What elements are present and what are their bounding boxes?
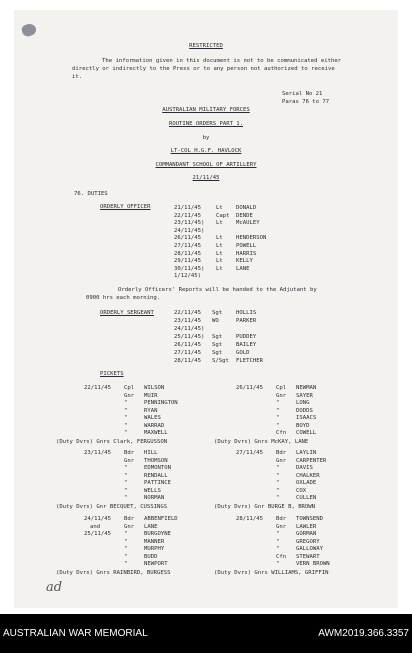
picket-date: 22/11/45 — [84, 385, 111, 391]
picket-rank: " — [124, 480, 128, 486]
order-date: 21/11/45 — [192, 175, 220, 181]
picket-name: DODDS — [296, 407, 313, 414]
picket-name: STEWART — [296, 553, 320, 560]
orderly-sergeant-date: 25/11/45) — [174, 334, 205, 340]
orderly-officer-name: HARRIS — [236, 250, 257, 257]
ink-smudge — [20, 22, 37, 38]
section-duties — [74, 192, 108, 198]
picket-rank: Cfn — [276, 430, 287, 436]
picket-date: 28/11/45 — [236, 516, 263, 522]
orderly-sergeant-rank: Sgt — [212, 350, 223, 356]
picket-name: GORMAN — [296, 531, 317, 537]
picket-rank: " — [124, 415, 128, 421]
picket-rank: Gnr — [124, 457, 135, 464]
picket-rank: Gnr — [276, 523, 287, 530]
picket-name: PENNINGTON — [144, 400, 178, 406]
picket-name: NEWPORT — [144, 561, 168, 567]
orderly-officer-note-1: Orderly Officers' Reports will be handed to the Adjutant by — [118, 287, 317, 293]
orderly-officer-heading: ORDERLY OFFICER — [100, 204, 151, 210]
orderly-sergeant-rank: S/Sgt — [212, 358, 229, 364]
picket-name: LANE — [144, 523, 158, 530]
picket-rank: Gnr — [276, 392, 287, 399]
picket-rank: " — [276, 415, 280, 421]
orderly-officer-name: KELLY — [236, 258, 253, 265]
picket-name: LAWLER — [296, 523, 317, 530]
picket-name: CULLEN — [296, 495, 317, 501]
picket-rank: Cpl — [124, 385, 135, 391]
picket-rank: " — [124, 561, 128, 567]
orderly-sergeant-rank: Sgt — [212, 310, 223, 316]
paras-range: Paras 76 to 77 — [282, 99, 330, 105]
picket-rank: " — [276, 400, 280, 406]
picket-name: WILSON — [144, 385, 165, 391]
picket-name: BURGOYNE — [144, 531, 171, 537]
notice-line-3: it. — [72, 74, 83, 80]
orderly-sergeant-rank: Sgt — [212, 334, 223, 340]
picket-name: ISAACS — [296, 415, 317, 421]
orderly-officer-name: DONALD — [236, 205, 257, 211]
picket-rank: Gnr — [124, 392, 135, 399]
picket-rank: Bdr — [276, 516, 287, 522]
picket-name: NORMAN — [144, 495, 165, 501]
picket-name: MANNER — [144, 538, 165, 545]
picket-rank: " — [276, 561, 280, 567]
orderly-officer-date: 27/11/45 — [174, 243, 201, 249]
picket-name: WELLS — [144, 487, 161, 494]
orderly-sergeant-name: PARKER — [236, 318, 257, 324]
orderly-sergeant-name: GOLD — [236, 350, 250, 356]
orderly-sergeant-date: 27/11/45 — [174, 350, 201, 356]
section-duties-text: 76. DUTIES — [74, 191, 108, 197]
orderly-sergeant-date: 28/11/45 — [174, 358, 201, 364]
picket-rank: " — [124, 487, 128, 494]
picket-rank: " — [276, 422, 280, 429]
orderly-officer-name: LANE — [236, 265, 250, 272]
orderly-sergeant-date: 22/11/45 — [174, 310, 201, 316]
picket-duty-drivers: (Duty Dvrs) Gnrs Clark, FERGUSSON — [56, 438, 168, 445]
orderly-sergeant-name: PUDDEY — [236, 334, 257, 340]
serial-number: Serial No 21 — [282, 91, 323, 97]
orderly-officer-date: 29/11/45 — [174, 258, 201, 265]
picket-duty-drivers: (Duty Dvrs) Gnr BURGE B, BROWN — [214, 503, 316, 510]
orderly-officer-rank: Lt — [216, 243, 223, 249]
picket-name: EDMONTON — [144, 465, 171, 471]
picket-rank: Gnr — [124, 523, 135, 530]
picket-date-and: and — [90, 523, 101, 530]
picket-name: DAVIS — [296, 465, 313, 471]
picket-name: THOMSON — [144, 457, 168, 464]
by-line: by — [202, 135, 210, 141]
picket-name: MAXWELL — [144, 430, 168, 436]
force-heading: AUSTRALIAN MILITARY FORCES — [162, 107, 250, 113]
picket-rank: Gnr — [276, 457, 287, 464]
officer-name: LT-COL H.G.F. HAVLOCK — [170, 148, 242, 154]
orderly-officer-name: DENDE — [236, 212, 253, 219]
picket-date: 23/11/45 — [84, 450, 111, 456]
orderly-sergeant-rank: WO — [212, 318, 219, 324]
orderly-sergeant-name: HOLLIS — [236, 310, 257, 316]
orderly-officer-date: 22/11/45 — [174, 212, 201, 219]
picket-rank: " — [124, 538, 128, 545]
picket-name: LONG — [296, 400, 310, 406]
picket-name: GREGORY — [296, 538, 320, 545]
picket-rank: Bdr — [124, 450, 135, 456]
picket-rank: " — [124, 472, 128, 479]
picket-name: LAYLIN — [296, 450, 317, 456]
picket-name: WARRAD — [144, 422, 165, 429]
orders-heading: ROUTINE ORDERS PART 1. — [168, 121, 244, 127]
orderly-sergeant-name: BAILEY — [236, 342, 257, 348]
commandant-line: COMMANDANT SCHOOL OF ARTILLERY — [155, 162, 257, 168]
picket-name: HILL — [144, 450, 158, 456]
pickets-heading: PICKETS — [100, 371, 124, 377]
orderly-officer-rank: Lt — [216, 235, 223, 242]
picket-duty-drivers: (Duty Dvrs) Gnrs RAINBIRD, BURGESS — [56, 569, 171, 576]
picket-rank: " — [276, 487, 280, 494]
picket-name: BUDD — [144, 553, 158, 560]
orderly-officer-date: 23/11/45) — [174, 220, 205, 227]
picket-rank: " — [124, 531, 128, 537]
orderly-officer-name: McAULEY — [236, 220, 260, 227]
picket-date: 27/11/45 — [236, 450, 263, 456]
orderly-officer-date: 30/11/45) — [174, 265, 205, 272]
picket-rank: " — [276, 465, 280, 471]
restricted-heading: RESTRICTED — [189, 43, 223, 49]
orderly-sergeant-name: FLETCHER — [236, 358, 263, 364]
picket-name: VERN BROWN — [296, 561, 330, 567]
footer-accession-number: AWM2019.366.3357 — [318, 628, 409, 639]
picket-date-2: 25/11/45 — [84, 531, 111, 537]
picket-rank: " — [124, 430, 128, 436]
archive-footer — [0, 614, 412, 653]
picket-name: COX — [296, 487, 307, 494]
footer-institution: AUSTRALIAN WAR MEMORIAL — [3, 628, 148, 639]
picket-rank: Bdr — [276, 450, 287, 456]
orderly-officer-date: 21/11/45 — [174, 205, 201, 211]
picket-rank: " — [124, 553, 128, 560]
orderly-sergeant-heading: ORDERLY SERGEANT — [100, 310, 154, 316]
picket-rank: " — [276, 495, 280, 501]
picket-rank: Cfn — [276, 553, 287, 560]
handwritten-initials: ad — [46, 580, 63, 595]
picket-name: TOWNSEND — [296, 516, 323, 522]
orderly-officer-rank: Lt — [216, 265, 223, 272]
document-page — [14, 10, 398, 608]
orderly-officer-name: HENDERSON — [236, 235, 267, 242]
picket-rank: Cpl — [276, 385, 287, 391]
picket-name: BOYD — [296, 422, 310, 429]
orderly-officer-date: 1/12/45) — [174, 273, 201, 280]
notice-line-1: The information given in this document is not to be communicated either — [102, 58, 342, 64]
picket-name: MURPHY — [144, 546, 165, 552]
picket-name: NEWMAN — [296, 385, 317, 391]
picket-rank: " — [276, 546, 280, 552]
picket-rank: " — [276, 531, 280, 537]
picket-rank: Bdr — [124, 516, 135, 522]
orderly-officer-note-2: 0900 hrs each morning. — [86, 295, 161, 301]
picket-name: RYAN — [144, 407, 158, 414]
picket-rank: " — [276, 472, 280, 479]
orderly-officer-name: POWELL — [236, 243, 257, 249]
picket-rank: " — [124, 495, 128, 501]
orderly-sergeant-date: 26/11/45 — [174, 342, 201, 348]
orderly-officer-rank: Lt — [216, 205, 223, 211]
notice-line-2: directly or indirectly to the Press or to any person not authorized to receive — [72, 66, 335, 72]
picket-name: PATTINCE — [144, 480, 171, 486]
orderly-officer-rank: Lt — [216, 220, 223, 227]
orderly-officer-date: 26/11/45 — [174, 235, 201, 242]
picket-name: CARPENTER — [296, 457, 327, 464]
picket-name: CHALKER — [296, 472, 320, 479]
picket-duty-drivers: (Duty Dvrs) Gnr BECQUET, CUSSINGS — [56, 503, 168, 510]
picket-name: ABBENFIELD — [144, 516, 178, 522]
orderly-officer-date: 24/11/45) — [174, 227, 205, 234]
picket-date: 24/11/45 — [84, 516, 111, 522]
picket-name: WALES — [144, 415, 161, 421]
picket-rank: " — [124, 546, 128, 552]
orderly-officer-rank: Capt — [216, 212, 230, 219]
orderly-officer-rank: Lt — [216, 250, 223, 257]
orderly-officer-date: 28/11/45 — [174, 250, 201, 257]
picket-rank: " — [276, 538, 280, 545]
picket-rank: " — [276, 407, 280, 414]
picket-rank: " — [124, 465, 128, 471]
picket-name: OXLADE — [296, 480, 317, 486]
picket-name: COWELL — [296, 430, 317, 436]
picket-rank: " — [124, 407, 128, 414]
picket-name: SAYER — [296, 392, 313, 399]
picket-duty-drivers: (Duty Dvrs) Gnrs WILLIAMS, GRIFFIN — [214, 569, 329, 576]
orderly-sergeant-date: 23/11/45 — [174, 318, 201, 324]
orderly-sergeant-rank: Sgt — [212, 342, 223, 348]
picket-rank: " — [276, 480, 280, 486]
orderly-sergeant-date: 24/11/45) — [174, 326, 205, 332]
picket-date: 26/11/45 — [236, 385, 263, 391]
orderly-officer-rank: Lt — [216, 258, 223, 265]
picket-name: GALLOWAY — [296, 546, 323, 552]
picket-rank: " — [124, 400, 128, 406]
picket-rank: " — [124, 422, 128, 429]
picket-duty-drivers: (Duty Dvrs) Gnrs McKAY, LANE — [214, 438, 309, 445]
picket-name: MUIR — [144, 392, 158, 399]
picket-name: RENDALL — [144, 472, 168, 479]
